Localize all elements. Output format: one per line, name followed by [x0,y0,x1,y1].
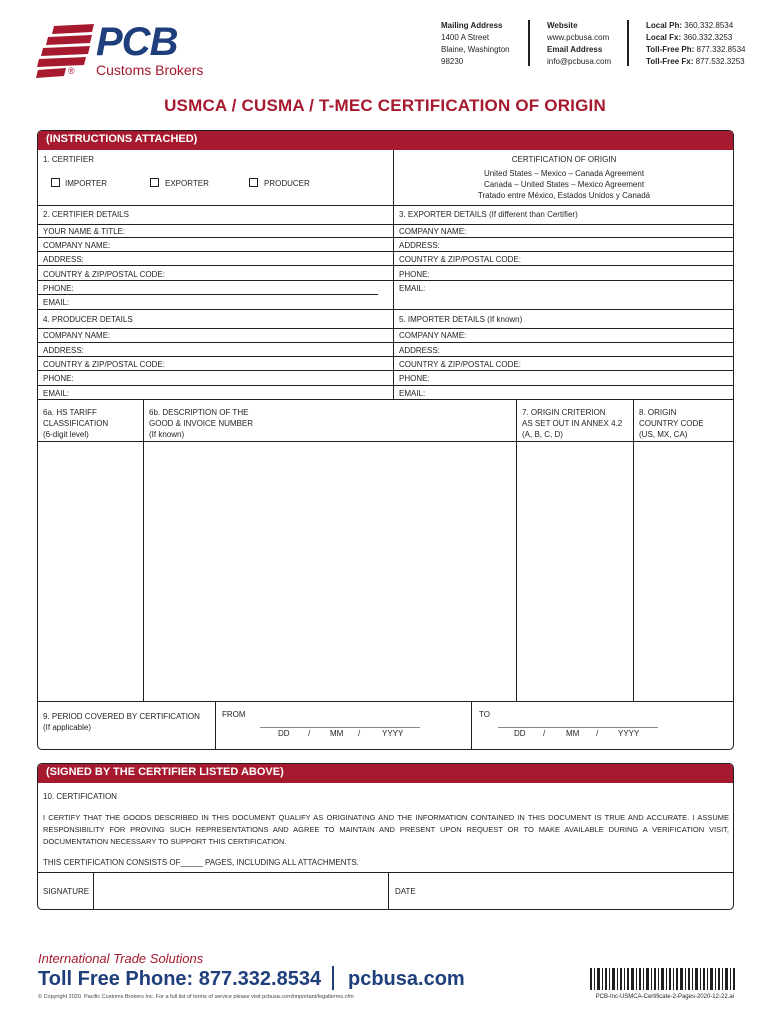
divider [38,251,733,252]
from-dd: DD [278,729,290,738]
producer-email-field[interactable]: EMAIL: [43,389,70,398]
agreement-line: Canada – United States – Mexico Agreement [483,180,645,189]
exporter-phone-field[interactable]: PHONE: [399,270,430,279]
page-title: USMCA / CUSMA / T-MEC CERTIFICATION OF ORIGIN [164,96,606,115]
to-slash: / [543,729,546,738]
importer-details-heading: 5. IMPORTER DETAILS (If known) [399,315,523,324]
divider [215,701,216,750]
website-link[interactable]: www.pcbusa.com [547,33,610,42]
exporter-address-field[interactable]: ADDRESS: [399,241,440,250]
importer-address-field[interactable]: ADDRESS: [399,346,440,355]
copyright: © Copyright 2020. Pacific Customs Brokers Inc. For a full list of terms of service please visit pcbusa.com/important/legalterms.cfm [38,994,354,1000]
exporter-details-heading: 3. EXPORTER DETAILS (If different than Certifier) [399,210,578,219]
date-field[interactable] [423,873,733,910]
certifier-label: 1. CERTIFIER [43,155,94,164]
brand-name: PCB [96,20,178,64]
certifier-phone-field[interactable]: PHONE: [43,284,74,293]
to-slash: / [596,729,599,738]
exporter-option: EXPORTER [165,179,209,188]
divider [38,342,733,343]
divider [38,280,733,281]
signature-label: SIGNATURE [43,887,90,896]
producer-company-field[interactable]: COMPANY NAME: [43,331,111,340]
exporter-company-field[interactable]: COMPANY NAME: [399,227,467,236]
from-yyyy: YYYY [382,729,404,738]
exporter-country-field[interactable]: COUNTRY & ZIP/POSTAL CODE: [399,255,521,264]
certifier-address-field[interactable]: ADDRESS: [43,255,84,264]
divider [38,294,378,295]
divider [38,224,733,225]
divider [38,356,733,357]
divider [38,701,733,702]
agreement-line: United States – Mexico – Canada Agreement [483,169,645,178]
producer-option: PRODUCER [264,179,310,188]
certifier-email-field[interactable]: EMAIL: [43,298,70,307]
from-date-line[interactable] [260,727,420,728]
period-label: 9. PERIOD COVERED BY CERTIFICATION (If applicable) [43,712,200,732]
website-info: Website www.pcbusa.com Email Address info@pcbusa.com [547,21,612,66]
importer-checkbox[interactable] [51,178,60,187]
certifier-country-field[interactable]: COUNTRY & ZIP/POSTAL CODE: [43,270,165,279]
certification-statement: I CERTIFY THAT THE GOODS DESCRIBED IN THIS DOCUMENT QUALIFY AS ORIGINATING AND THE INFORMATION CONTAINED IN THIS DOCUMENT IS TRUE AND ACCURATE. I ASSUME RESPONSIBILITY FOR PROVING SUCH REPRESENTATIONS AND AGREE TO MAINTAIN AND PRESENT UPON REQUEST OR TO MAKE AVAILABLE DURING A VERIFICATION VISIT, DOCUMENTATION NECESSARY TO SUPPORT THIS CERTIFICATION. [43,813,729,846]
divider [38,237,733,238]
producer-country-field[interactable]: COUNTRY & ZIP/POSTAL CODE: [43,360,165,369]
footer-toll-free: Toll Free Phone: 877.332.8534 [38,968,322,990]
divider [471,701,472,750]
header-divider [627,20,629,66]
importer-phone-field[interactable]: PHONE: [399,374,430,383]
certifier-details-heading: 2. CERTIFIER DETAILS [43,210,129,219]
footer-tagline: International Trade Solutions [38,951,204,966]
instructions-bar: (INSTRUCTIONS ATTACHED) [38,131,733,150]
producer-checkbox[interactable] [249,178,258,187]
importer-country-field[interactable]: COUNTRY & ZIP/POSTAL CODE: [399,360,521,369]
origin-criterion-heading: 7. ORIGIN CRITERION AS SET OUT IN ANNEX 4.2 (A, B, C, D) [522,408,623,439]
to-dd: DD [514,729,526,738]
divider [38,265,733,266]
divider [38,309,733,310]
signed-by-bar: (SIGNED BY THE CERTIFIER LISTED ABOVE) [38,764,733,783]
producer-address-field[interactable]: ADDRESS: [43,346,84,355]
importer-company-field[interactable]: COMPANY NAME: [399,331,467,340]
brand-tagline: Customs Brokers [96,62,204,78]
logo [36,22,226,82]
producer-phone-field[interactable]: PHONE: [43,374,74,383]
from-slash: / [358,729,361,738]
goods-entry-area[interactable] [38,442,733,701]
header-divider [528,20,530,66]
email-link[interactable]: info@pcbusa.com [547,57,612,66]
date-label: DATE [395,887,416,896]
origin-country-heading: 8. ORIGIN COUNTRY CODE (US, MX, CA) [639,408,704,439]
cert-of-origin-heading: CERTIFICATION OF ORIGIN [511,155,617,164]
signature-field[interactable] [94,873,387,910]
to-yyyy: YYYY [618,729,640,738]
divider [38,385,733,386]
from-slash: / [308,729,311,738]
to-date-line[interactable] [498,727,658,728]
certifier-company-field[interactable]: COMPANY NAME: [43,241,111,250]
description-heading: 6b. DESCRIPTION OF THE GOOD & INVOICE NUMBER (If known) [149,408,254,439]
footer-divider [332,966,334,990]
importer-email-field[interactable]: EMAIL: [399,389,426,398]
divider [38,328,733,329]
certification-heading: 10. CERTIFICATION [43,792,117,801]
phone-info: Local Ph: 360.332.8534 Local Fx: 360.332.3253 Toll-Free Ph: 877.332.8534 Toll-Free Fx: 877.532.3253 [646,21,746,66]
hs-tariff-heading: 6a. HS TARIFF CLASSIFICATION (6-digit level) [43,408,109,439]
pcb-flag-icon [36,22,96,80]
mailing-address: Mailing Address 1400 A Street Blaine, Washington 98230 [441,21,510,66]
from-label: FROM [222,710,246,719]
certifier-name-field[interactable]: YOUR NAME & TITLE: [43,227,126,236]
footer-website[interactable]: pcbusa.com [348,968,465,990]
signature-section [37,763,734,910]
certification-form [37,130,734,750]
to-label: TO [479,710,490,719]
importer-option: IMPORTER [65,179,108,188]
from-mm: MM [330,729,344,738]
divider [38,205,733,206]
producer-details-heading: 4. PRODUCER DETAILS [43,315,133,324]
divider [393,205,394,399]
exporter-checkbox[interactable] [150,178,159,187]
to-mm: MM [566,729,580,738]
barcode-icon [590,968,736,990]
document-id: PCB-Inc-USMCA-Certificate-2-Pages-2020-12-22.ai [595,994,734,1000]
divider [38,370,733,371]
divider [388,872,389,910]
registered-mark: ® [68,66,75,76]
agreement-line: Tratado entre México, Estados Unidos y Canadá [477,191,651,200]
exporter-email-field[interactable]: EMAIL: [399,284,426,293]
pages-statement: THIS CERTIFICATION CONSISTS OF_____ PAGES, INCLUDING ALL ATTACHMENTS. [43,858,359,867]
